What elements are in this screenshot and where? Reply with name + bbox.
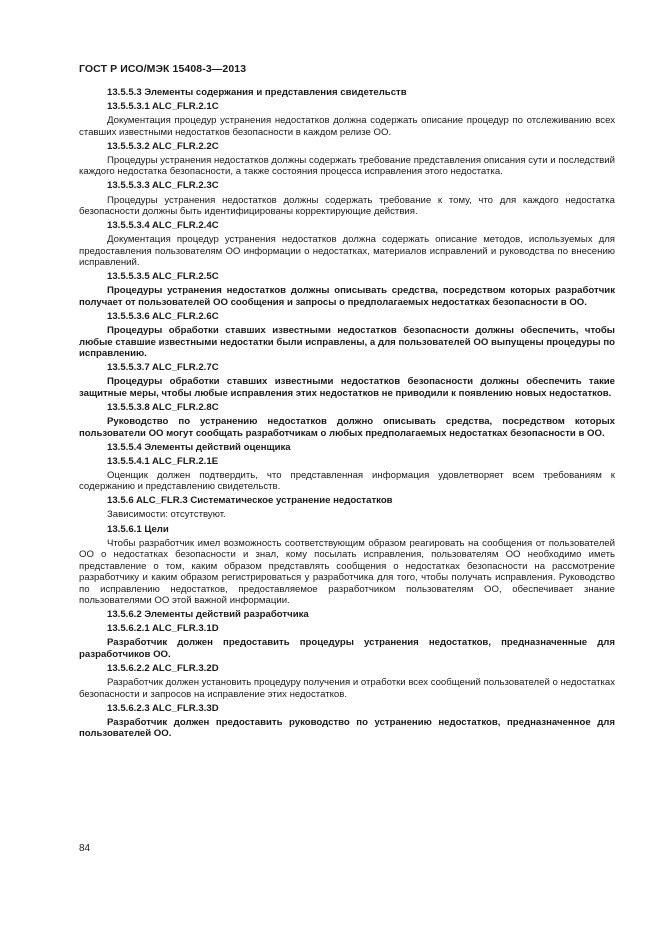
paragraph: Руководство по устранению недостатков должно описывать средства, посредством которых пользователи ОО могут сообщать разработчикам о любых предполагаемых недостатках безопасности в ОО.	[79, 416, 615, 439]
paragraph: Документация процедур устранения недостатков должна содержать описание процедур по отслеживанию всех ставших известными недостатков безопасности в каждом релизе ОО.	[79, 115, 615, 138]
paragraph: Процедуры устранения недостатков должны описывать средства, посредством которых разработчик получает от пользователей ОО сообщения и запросы о предполагаемых недостатках безопасности в ОО.	[79, 285, 615, 308]
paragraph: Зависимости: отсутствуют.	[107, 509, 226, 521]
paragraph: Процедуры обработки ставших известными недостатков безопасности должны обеспечить такие защитные меры, чтобы любые исправления этих недостатков не приводили к появлению новых недостатков.	[79, 376, 615, 399]
section-heading: 13.5.6 ALC_FLR.3 Систематическое устранение недостатков	[107, 495, 393, 507]
section-heading: 13.5.5.3 Элементы содержания и представления свидетельств	[107, 87, 407, 98]
section-heading: 13.5.6.2.3 ALC_FLR.3.3D	[107, 702, 219, 714]
section-heading: 13.5.5.4.1 ALC_FLR.2.1E	[107, 455, 219, 467]
section-heading: 13.5.5.3.6 ALC_FLR.2.6C	[107, 311, 219, 323]
section-heading: 13.5.5.3.8 ALC_FLR.2.8C	[107, 401, 219, 413]
paragraph: Разработчик должен предоставить процедуры устранения недостатков, предназначенные для разработчиков ОО.	[79, 637, 615, 660]
paragraph: Оценщик должен подтвердить, что представленная информация удовлетворяет всем требованиям к содержанию и представлению свидетельств.	[79, 469, 615, 493]
page-number: 84	[79, 843, 91, 854]
section-heading: 13.5.5.3.1 ALC_FLR.2.1C	[107, 101, 219, 113]
section-heading: 13.5.6.2.1 ALC_FLR.3.1D	[107, 623, 219, 635]
section-heading: 13.5.6.2.2 ALC_FLR.3.2D	[107, 663, 219, 675]
section-heading: 13.5.6.1 Цели	[107, 523, 169, 535]
paragraph: Чтобы разработчик имел возможность соответствующим образом реагировать на сообщения от пользователей ОО о недостатках безопасности и знал, кому посылать исправления, пользователям ОО необходимо иметь представление о том, каким образом представлять сообщения о недостатках безопасности на рассмотрение разработчику и каким образом регистрироваться у разработчика для того, чтобы получать исправления. Руководство по исправлению недостатков, предоставляемое разработчиком пользователям ОО, обеспечивает знание пользователями ОО этой важной информации.	[79, 537, 615, 607]
paragraph: Процедуры устранения недостатков должны содержать требование представления описания сути и последствий каждого недостатка безопасности, а также состояния процесса исправления этого недостатка.	[79, 154, 615, 178]
section-heading: 13.5.5.3.7 ALC_FLR.2.7C	[107, 362, 219, 374]
section-heading: 13.5.5.3.2 ALC_FLR.2.2C	[107, 140, 219, 152]
paragraph: Процедуры обработки ставших известными недостатков безопасности должны обеспечить, чтобы любые ставшие известными недостатки были исправлены, а для пользователей ОО выпущены процедуры по исправлению.	[79, 325, 615, 360]
section-heading: 13.5.6.2 Элементы действий разработчика	[107, 609, 309, 621]
paragraph: Документация процедур устранения недостатков должна содержать описание методов, используемых для предоставления пользователям ОО информации о недостатках, материалов исправлений и руководства по внесению исправлений.	[79, 234, 615, 269]
section-heading: 13.5.5.3.5 ALC_FLR.2.5C	[107, 271, 219, 283]
paragraph: Процедуры устранения недостатков должны содержать требование к тому, что для каждого недостатка безопасности должны быть идентифицированы корректирующие действия.	[79, 194, 615, 218]
section-heading: 13.5.5.4 Элементы действий оценщика	[107, 441, 291, 453]
paragraph: Разработчик должен установить процедуру получения и отработки всех сообщений пользователей о недостатках безопасности и запросов на исправление этих недостатков.	[79, 677, 615, 700]
document-body	[79, 87, 615, 742]
section-heading: 13.5.5.3.3 ALC_FLR.2.3C	[107, 180, 219, 192]
section-heading: 13.5.5.3.4 ALC_FLR.2.4C	[107, 220, 219, 232]
paragraph: Разработчик должен предоставить руководство по устранению недостатков, предназначенное для пользователей ОО.	[79, 716, 615, 740]
document-header: ГОСТ Р ИСО/МЭК 15408-3—2013	[79, 63, 247, 75]
